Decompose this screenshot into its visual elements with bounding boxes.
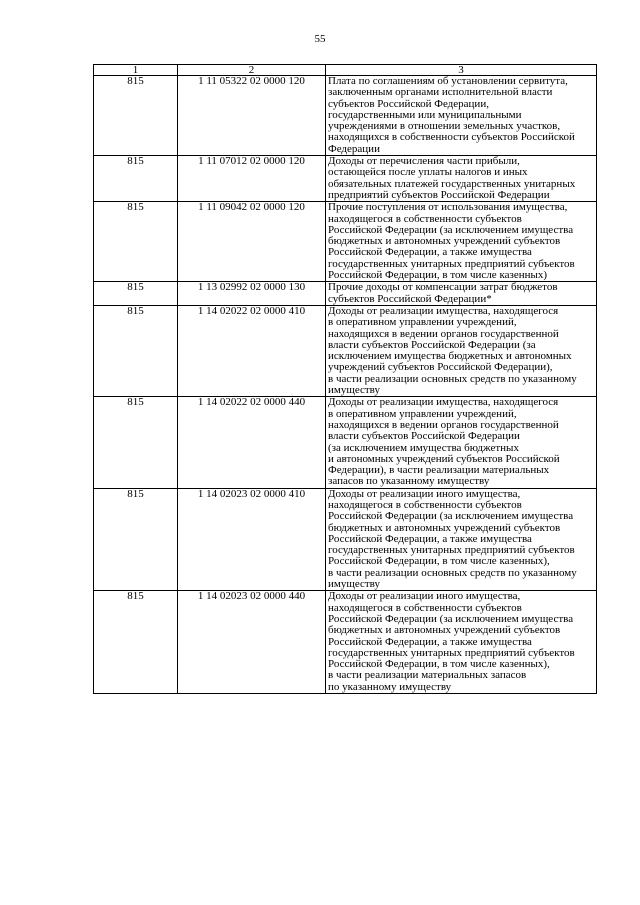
description-line: власти субъектов Российской Федерации (за — [328, 338, 536, 351]
description-line: Российской Федерации (за исключением имущества — [328, 510, 574, 523]
description-line: в оперативном управлении учреждений, — [328, 316, 517, 329]
description-line: находящегося в собственности субъектов — [328, 498, 522, 511]
budget-income-table — [93, 64, 597, 694]
description-line: находящихся в собственности субъектов Российской — [328, 131, 575, 144]
table-row — [94, 156, 597, 202]
income-code-cell: 1 13 02992 02 0000 130 — [178, 282, 326, 306]
column-header-2: 2 — [178, 65, 326, 76]
description-line: в части реализации материальных запасов — [328, 669, 527, 682]
description-line: в части реализации основных средств по указанному — [328, 566, 577, 579]
description-line: Российской Федерации, а также имущества — [328, 532, 532, 545]
table-row — [94, 488, 597, 591]
description-line: бюджетных и автономных учреждений субъектов — [328, 235, 561, 248]
description-line: имуществу — [328, 384, 380, 397]
description-line: Федерации), в части реализации материальных — [328, 464, 550, 477]
description-line: субъектов Российской Федерации, — [328, 97, 489, 110]
admin-code-cell: 815 — [94, 76, 178, 156]
table-row — [94, 591, 597, 694]
income-code-cell: 1 11 05322 02 0000 120 — [178, 76, 326, 156]
description-line: Прочие поступления от использования имущества, — [328, 201, 568, 214]
table-row — [94, 282, 597, 306]
description-line: запасов по указанному имуществу — [328, 475, 490, 488]
description-line: по указанному имуществу — [328, 680, 452, 693]
description-cell — [326, 202, 597, 282]
description-line: находящегося в собственности субъектов — [328, 212, 522, 225]
description-line: Российской Федерации, а также имущества — [328, 246, 532, 259]
description-line: Российской Федерации, в том числе казенных), — [328, 658, 550, 671]
income-code-cell: 1 14 02023 02 0000 440 — [178, 591, 326, 694]
page-number: 55 — [314, 33, 326, 45]
description-line: Доходы от перечисления части прибыли, — [328, 155, 520, 168]
column-header-1: 1 — [94, 65, 178, 76]
description-cell — [326, 282, 597, 306]
admin-code-cell: 815 — [94, 591, 178, 694]
table-row — [94, 305, 597, 396]
description-cell — [326, 156, 597, 202]
description-cell — [326, 591, 597, 694]
description-line: Российской Федерации, в том числе казенных), — [328, 555, 550, 568]
description-line: и автономных учреждений субъектов Российской — [328, 452, 560, 465]
description-line: Федерации — [328, 142, 380, 155]
admin-code-cell: 815 — [94, 305, 178, 396]
table-row — [94, 76, 597, 156]
description-line: (за исключением имущества бюджетных — [328, 441, 519, 454]
description-line: государственных унитарных предприятий субъектов — [328, 257, 575, 270]
description-line: государственных унитарных предприятий субъектов — [328, 646, 575, 659]
table-body — [94, 65, 597, 694]
description-line: находящегося в собственности субъектов — [328, 601, 522, 614]
description-line: Плата по соглашениям об установлении сервитута, — [328, 75, 568, 87]
income-code-cell: 1 14 02022 02 0000 440 — [178, 397, 326, 488]
description-line: Доходы от реализации иного имущества, — [328, 487, 521, 500]
description-line: государственных унитарных предприятий субъектов — [328, 544, 575, 557]
description-line: Российской Федерации (за исключением имущества — [328, 612, 574, 625]
description-line: в части реализации основных средств по указанному — [328, 372, 577, 385]
admin-code-cell: 815 — [94, 156, 178, 202]
description-line: Прочие доходы от компенсации затрат бюджетов — [328, 281, 558, 294]
column-header-3: 3 — [326, 65, 597, 76]
description-line: власти субъектов Российской Федерации — [328, 430, 520, 443]
income-code-cell: 1 14 02023 02 0000 410 — [178, 488, 326, 591]
description-line: Российской Федерации (за исключением имущества — [328, 223, 574, 236]
description-line: государственными или муниципальными — [328, 108, 522, 121]
description-line: бюджетных и автономных учреждений субъектов — [328, 624, 561, 637]
table-row — [94, 202, 597, 282]
description-line: Доходы от реализации иного имущества, — [328, 590, 521, 603]
description-line: имуществу — [328, 578, 380, 591]
description-line: субъектов Российской Федерации* — [328, 292, 492, 305]
description-line: Российской Федерации, а также имущества — [328, 635, 532, 648]
description-line: находящихся в ведении органов государственной — [328, 327, 559, 340]
description-cell — [326, 397, 597, 488]
admin-code-cell: 815 — [94, 397, 178, 488]
description-line: Доходы от реализации имущества, находящегося — [328, 304, 559, 317]
description-cell — [326, 76, 597, 156]
description-line: учреждений субъектов Российской Федерации), — [328, 361, 553, 374]
description-cell — [326, 305, 597, 396]
admin-code-cell: 815 — [94, 282, 178, 306]
description-line: предприятий субъектов Российской Федерации — [328, 188, 550, 201]
description-line: остающейся после уплаты налогов и иных — [328, 166, 528, 179]
description-line: обязательных платежей государственных унитарных — [328, 177, 576, 190]
description-line: исключением имущества бюджетных и автономных — [328, 350, 572, 363]
admin-code-cell: 815 — [94, 488, 178, 591]
description-line: бюджетных и автономных учреждений субъектов — [328, 521, 561, 534]
description-line: в оперативном управлении учреждений, — [328, 407, 517, 420]
income-code-cell: 1 14 02022 02 0000 410 — [178, 305, 326, 396]
income-code-cell: 1 11 07012 02 0000 120 — [178, 156, 326, 202]
description-line: учреждениями в отношении земельных участков, — [328, 120, 561, 133]
description-line: Российской Федерации, в том числе казенных) — [328, 269, 548, 282]
description-line: находящихся в ведении органов государственной — [328, 418, 559, 431]
income-code-cell: 1 11 09042 02 0000 120 — [178, 202, 326, 282]
description-cell — [326, 488, 597, 591]
table-row — [94, 397, 597, 488]
description-line: Доходы от реализации имущества, находящегося — [328, 396, 559, 409]
description-line: заключенным органами исполнительной власти — [328, 86, 553, 99]
header-row — [94, 65, 597, 76]
admin-code-cell: 815 — [94, 202, 178, 282]
